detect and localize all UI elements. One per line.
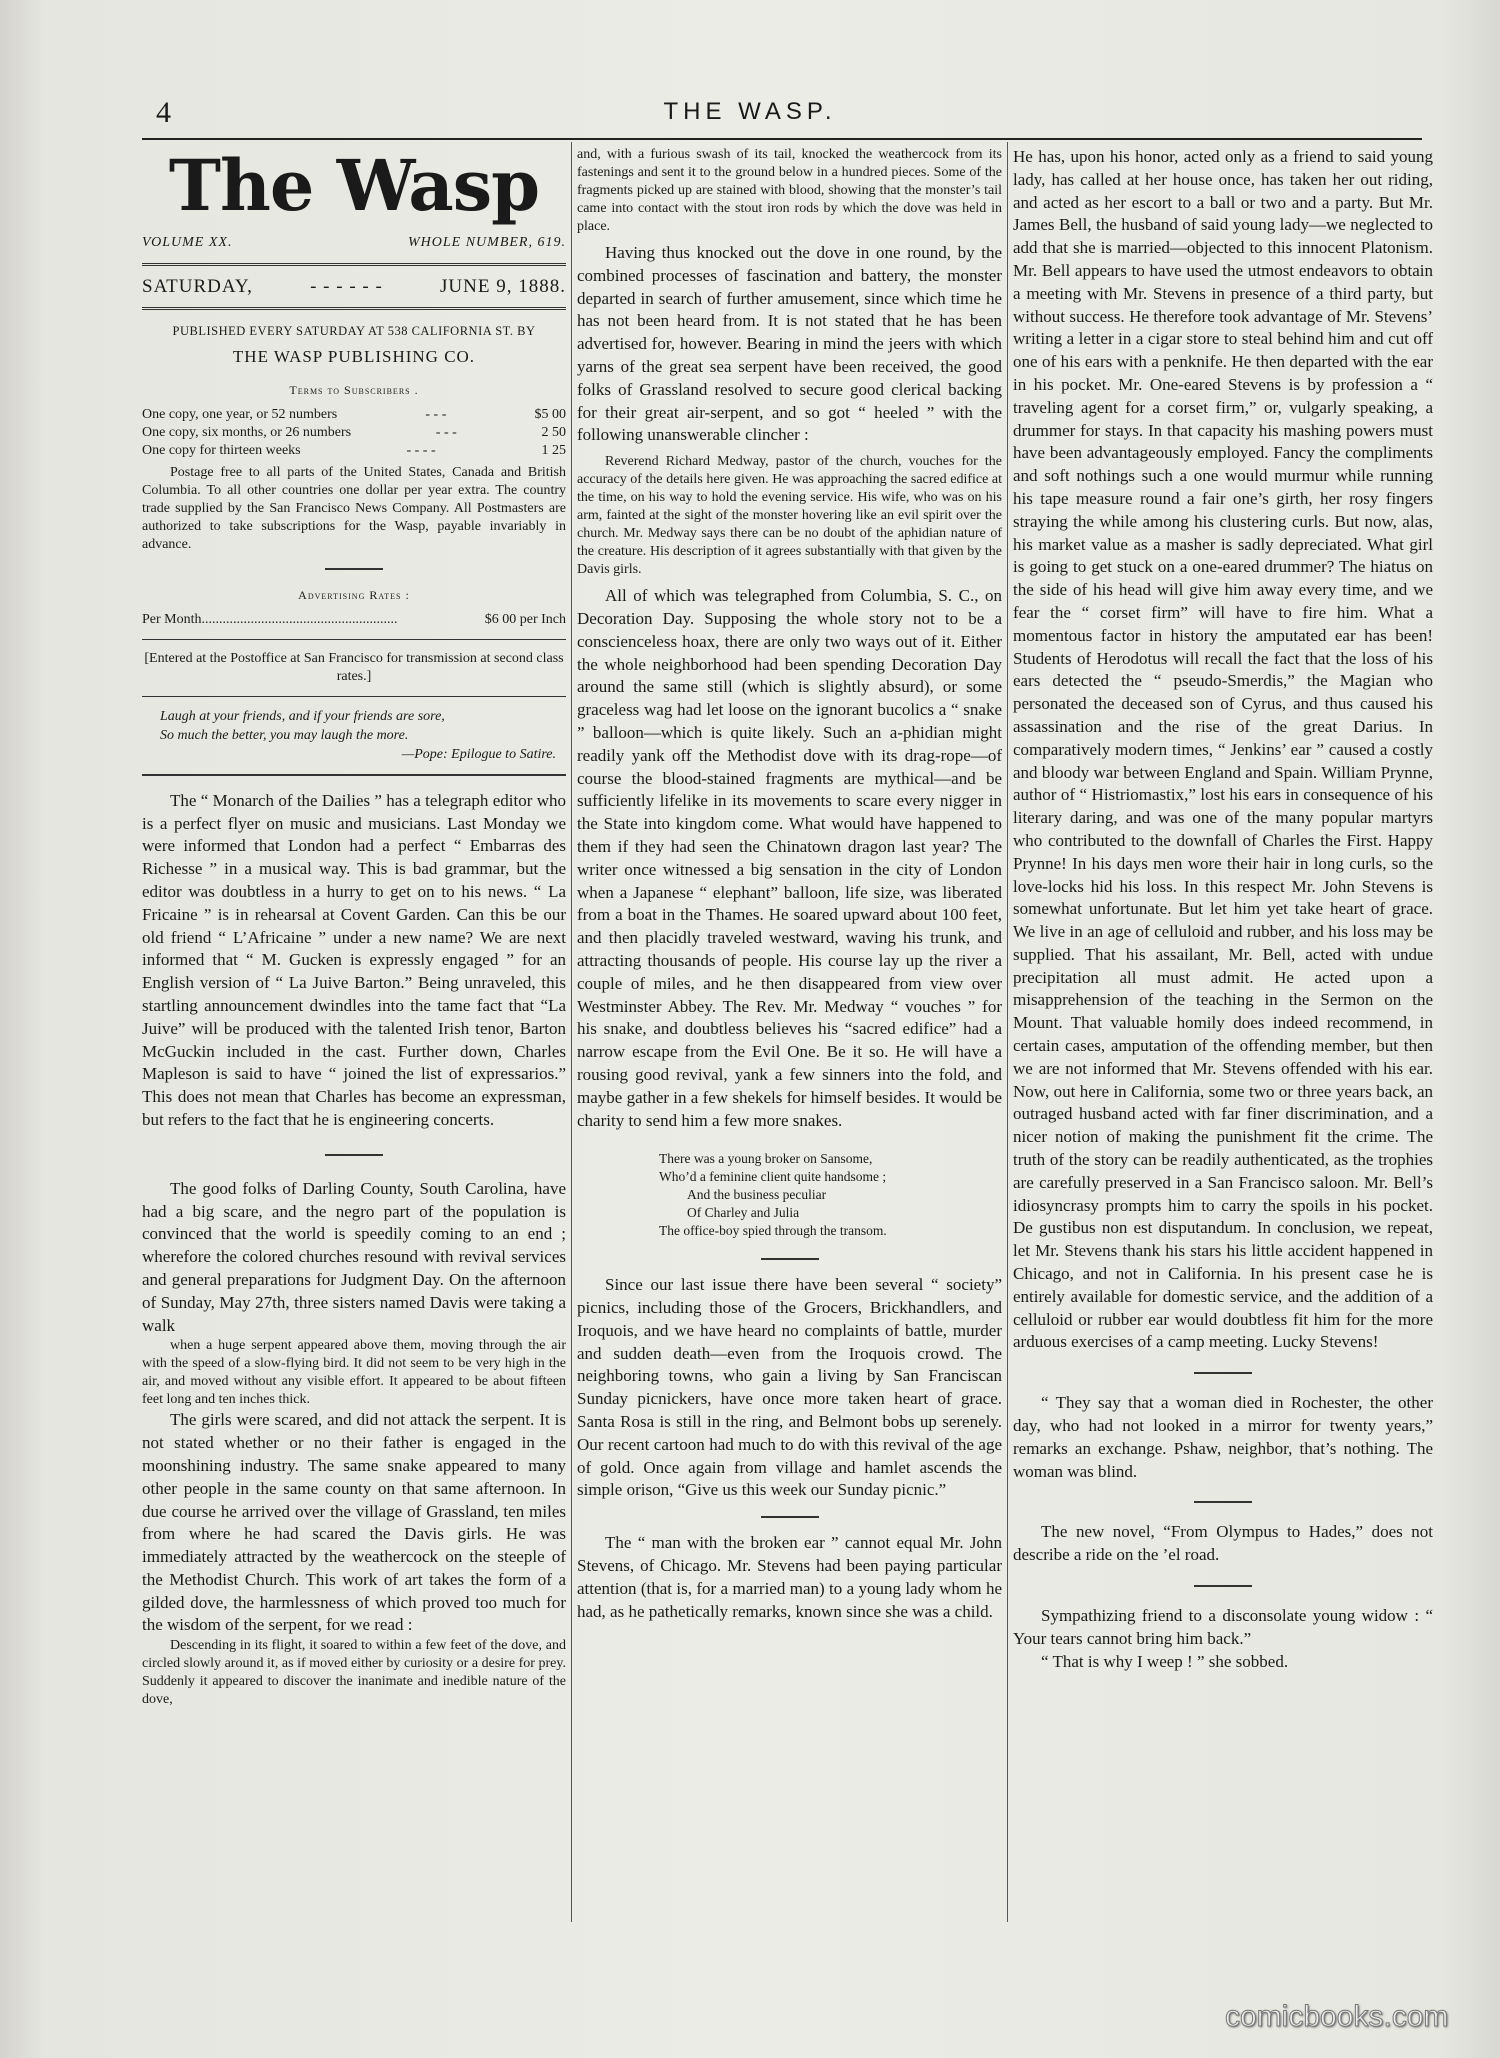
short-rule <box>761 1516 819 1518</box>
column-rule-left <box>571 142 572 1922</box>
issue-day: SATURDAY, <box>142 275 253 297</box>
epigraph <box>142 707 566 764</box>
article-quote: Reverend Richard Medway, pastor of the church, vouches for the accuracy of the details here given. He was approaching the sacred edifice at the time, on his way to hold the evening service. His wife, who was on his arm, fainted at the sight of the monster hovering like an evil spirit over the church. Mr. Medway says there can be no doubt of the aphidian nature of the creature. His description of it agrees substantially with that given by the Davis girls. <box>577 454 1002 578</box>
article-widow-reply: “ That is why I weep ! ” she sobbed. <box>1041 1651 1289 1671</box>
article-paragraph: He has, upon his honor, acted only as a friend to said young lady, has called at her house once, has taken her out riding, and acted as her escort to a ball or two and a party. But Mr. James Bell, the husband of said young lady—we neglected to add that she is married—objected to this innocent Platonism. Mr. Bell appears to have used the utmost endeavors to obtain a meeting with Mr. Stevens in presence of a third party, but without success. He therefore took advantage of Mr. Stevens’ writing a letter in a cigar store to steal behind him and cut off one of his ears with a penknife. He then departed with the ear in his pocket. Mr. One-eared Stevens is by profession a “ traveling agent for a corset firm,” or, vulgarly speaking, a drummer for stays. In that capacity his mashing powers must have been advantageously employed. Fancy the compliments and soft nothings such a one would murmur while running his tape measure round a fair one’s girth, her rosy fingers straying the while among his clustering curls. But now, alas, his market value as a masher is sadly depreciated. What girl is going to get stuck on a one-eared drummer? The hiatus on the side of his head will give him away every time, and we fear the “ corset firm” will have to fire him. What a momentous factor in history the amputated ear has been! Students of Herodotus will recall the fact that the loss of his ears detected the “ pseudo-Smerdis,” the Magian who personated the deceased son of Cyrus, and thus caused his assassination and the rise of the great Darius. In comparatively modern times, “ Jenkins’ ear ” caused a costly and bloody war between England and Spain. William Prynne, author of “ Histriomastix,” lost his ears in consequence of his literary daring, and was one of the many popular martyrs who contributed to the downfall of Charles the First. Happy Prynne! In his days men wore their hair in long curls, so the love-locks hid his loss. In this respect Mr. John Stevens is somewhat unfortunate. But let him yet take heart of grace. We live in an age of celluloid and rubber, and his loss may be supplied. That his assailant, Mr. Bell, acted with undue precipitation all must admit. He acted upon a misapprehension of the teaching in the Sermon on the Mount. That valuable homily does indeed recommend, in certain cases, amputation of the offending member, but then we are not informed that Mr. Stevens offended with his ear. Now, out here in California, some two or three years back, an outraged husband acted with far finer discrimination, and a nicer notion of making the punishment fit the crime. The truth of the story can be readily authenticated, as the trophies are carefully preserved in a San Francisco saloon. Mr. Bell’s idiosyncrasy prompts him to carry the spoils in his pocket. De gustibus non est disputandum. In conclusion, we repeat, let Mr. Stevens thank his stars his little accident happened in Chicago, and not in California. In his present case he is entirely available for domestic service, and the addition of a celluloid or rubber ear would doubtless fit him for the more arduous exercises of a camp meeting. Lucky Stevens! <box>1013 147 1433 1352</box>
issue-date: JUNE 9, 1888. <box>440 275 566 297</box>
running-title: THE WASP. <box>663 98 837 125</box>
short-rule <box>325 1154 383 1156</box>
terms-heading: Terms to Subscribers . <box>289 383 419 398</box>
article-quote: when a huge serpent appeared above them, moving through the air with the speed of a slow-flying bird. It did not seem to be very high in the air, and moved without any visible effort. It appeared to be about fifteen feet long and ten inches thick. <box>142 1338 566 1408</box>
rule <box>142 774 566 776</box>
column-1 <box>142 146 566 1709</box>
article-quote: and, with a furious swash of its tail, knocked the weathercock from its fastenings and sent it to the ground below in a hundred pieces. Some of the fragments picked up are stained with blood, showing that the monster’s tail came into contact with the stout iron rods by which the dove was held in place. <box>577 147 1002 234</box>
postage-note: Postage free to all parts of the United States, Canada and British Columbia. To all other countries one dollar per year extra. The country trade supplied by the San Francisco News Company. All Postmasters are authorized to take subscriptions for the Wasp, payable invariably in advance. <box>142 464 566 552</box>
rule <box>142 696 566 697</box>
rate-dots: - - - <box>435 424 457 440</box>
rate-price: 2 50 <box>541 424 566 440</box>
short-rule <box>1194 1501 1252 1503</box>
verse-line: The office-boy spied through the transom. <box>659 1223 887 1239</box>
column-3 <box>1013 146 1433 1673</box>
rate-row <box>142 424 566 442</box>
dateline-dashes: - - - - - - <box>310 275 383 297</box>
publisher-name: THE WASP PUBLISHING CO. <box>232 347 476 367</box>
published-line: PUBLISHED EVERY SATURDAY AT 538 CALIFORNIA ST. BY <box>172 323 536 338</box>
article-rochester: “ They say that a woman died in Rochester, the other day, who had not looked in a mirror for twenty years,” remarks an exchange. Pshaw, neighbor, that’s nothing. The woman was blind. <box>1013 1393 1433 1481</box>
dateline <box>142 276 566 299</box>
volume-line <box>142 232 566 255</box>
short-rule <box>1194 1585 1252 1587</box>
verse-line: And the business peculiar <box>687 1187 827 1203</box>
column-rule-right <box>1007 142 1008 1922</box>
rule <box>142 639 566 640</box>
running-header <box>0 96 1500 129</box>
verse-line: Of Charley and Julia <box>687 1205 800 1221</box>
verse-line: There was a young broker on Sansome, <box>659 1151 873 1167</box>
entered-note: [Entered at the Postoffice at San Francisco for transmission at second class rates.] <box>144 650 564 684</box>
article-monarch-dailies: The “ Monarch of the Dailies ” has a telegraph editor who is a perfect flyer on music and musicians. Last Monday we were informed that London had a perfect “ Embarras des Richesse ” in a musical way. This is bad grammar, but the editor was doubtless in a hurry to get on to his news. “ La Fricaine ” is in rehearsal at Covent Garden. Can this be our old friend “ L’Africaine ” under a new name? We are next informed that “ M. Gucken is expressly engaged ” for an English version of “ La Juive Barton.” Being unraveled, this startling announcement dwindles into the tame fact that “La Juive” will be produced with the talented Irish tenor, Barton McGuckin included in the cast. Further down, Charles Mapleson is said to have “ joined the list of expressarios.” This does not mean that Charles has become an expressman, but refers to the fact that he is engineering concerts. <box>142 790 566 1129</box>
article-paragraph: The girls were scared, and did not attack the serpent. It is not stated whether or no their father is engaged in the moonshining industry. The same snake appeared to many other people in the same county on that same afternoon. In due course he arrived over the village of Grassland, ten miles from where he had scared the Davis girls. He was immediately attracted by the weathercock on the steeple of the Methodist Church. This work of art takes the form of a gilded dove, the harmlessness of which proved too much for the wisdom of the serpent, for we read : <box>142 1410 566 1635</box>
epigraph-attribution: —Pope: Epilogue to Satire. <box>401 746 556 762</box>
short-rule <box>761 1258 819 1260</box>
rate-row <box>142 406 566 424</box>
limerick <box>659 1150 1002 1240</box>
short-rule <box>325 568 383 570</box>
article-widow: Sympathizing friend to a disconsolate young widow : “ Your tears cannot bring him back.” <box>1013 1606 1433 1648</box>
article-broken-ear: The “ man with the broken ear ” cannot equal Mr. John Stevens, of Chicago. Mr. Stevens had been paying particular attention (that is, for a married man) to a young lady whom he had, as he pathetically remarks, known since she was a child. <box>577 1533 1002 1621</box>
epigraph-line: So much the better, you may laugh the more. <box>160 727 409 743</box>
rate-dots: - - - <box>425 406 447 422</box>
volume: VOLUME XX. <box>142 235 233 250</box>
verse-line: Who’d a feminine client quite handsome ; <box>659 1169 887 1185</box>
article-paragraph: All of which was telegraphed from Columbia, S. C., on Decoration Day. Supposing the whole story not to be a conscienceless hoax, there are only two ways out of it. Either the whole neighborhood had been spending Decoration Day around the same still (which is slightly absurd), or some graceless wag had let loose on the ignorant bucolics a “ snake ” balloon—which is quite likely. Such an a-phidian might readily yank off the Methodist dove with its drag-rope—of course the blood-stained fragments are mythical—and be sufficiently lifelike in its movements to scare every nigger in the State into kingdom come. What would have happened to them if they had seen the Chinatown dragon last year? The writer once witnessed a big sensation in the city of London when a Japanese “ elephant” balloon, life size, was liberated from a boat in the Thames. He soared upward about 100 feet, and then placidly traveled westward, waving his trunk, and attracting thousands of people. His course lay up the river a couple of miles, and he then disappeared from view over Westminster Abbey. The Rev. Mr. Medway “ vouches ” for his snake, and doubtless believes his “sacred edifice” had a narrow escape from the Evil One. Be it so. He will have a rousing good revival, yank a few sinners into the fold, and maybe gather in a few shekels for himself besides. It would be charity to send him a few more snakes. <box>577 586 1002 1130</box>
whole-number: WHOLE NUMBER, 619. <box>408 235 566 250</box>
rate-row <box>142 442 566 460</box>
rate-label: One copy for thirteen weeks <box>142 442 301 458</box>
double-rule <box>142 263 566 266</box>
per-month-price: $6 00 per Inch <box>484 611 566 627</box>
per-month-label: Per Month........................................................ <box>142 611 398 627</box>
article-darling-county: The good folks of Darling County, South Carolina, have had a big scare, and the negro part of the population is convinced that the world is speedily coming to an end ; wherefore the colored churches resound with revival services and general preparations for Judgment Day. On the afternoon of Sunday, May 27th, three sisters named Davis were taking a walk <box>142 1178 566 1335</box>
article-quote: Descending in its flight, it soared to within a few feet of the dove, and circled slowly around it, as if moved either by curiosity or a desire for prey. Suddenly it appeared to discover the inanimate and inedible nature of the dove, <box>142 1638 566 1708</box>
article-picnics: Since our last issue there have been several “ society” picnics, including those of the Grocers, Brickhandlers, and Iroquois, and we have heard no complaints of battle, murder and sudden death—even from the Iroquois crowd. The neighboring towns, who gain a living by San Franciscan Sunday picnickers, have once more taken heart of grace. Santa Rosa is still in the ring, and Belmont bobs up serenely. Our recent cartoon had much to do with this revival of the age of gold. Once again from village and hamlet ascends the simple orison, “Give us this week our Sunday picnic.” <box>577 1275 1002 1500</box>
site-watermark: comicbooks.com <box>1225 2000 1449 2033</box>
rate-price: $5 00 <box>534 406 566 422</box>
rate-dots: - - - - <box>406 442 436 458</box>
epigraph-line: Laugh at your friends, and if your friends are sore, <box>160 708 445 724</box>
advertising-heading: Advertising Rates : <box>298 587 410 602</box>
column-2 <box>577 146 1002 1623</box>
article-paragraph: Having thus knocked out the dove in one round, by the combined processes of fascination and battery, the monster departed in search of further amusement, since which time he has not been heard from. It is not stated that he has been advertised for, however. Bearing in mind the jeers with which yarns of the great sea serpent have been received, the good folks of Grassland resolved to secure good clerical backing for their great air-serpent, and so got “ heeled ” with the following unanswerable clincher : <box>577 243 1002 445</box>
article-novel: The new novel, “From Olympus to Hades,” does not describe a ride on the ’el road. <box>1013 1522 1433 1565</box>
double-rule <box>142 307 566 310</box>
masthead-title: The Wasp <box>168 144 540 227</box>
header-rule <box>142 138 1422 140</box>
rate-label: One copy, one year, or 52 numbers <box>142 406 338 422</box>
page-number: 4 <box>156 96 171 129</box>
rate-label: One copy, six months, or 26 numbers <box>142 424 352 440</box>
advertising-rate <box>142 611 566 629</box>
rate-price: 1 25 <box>541 442 566 458</box>
short-rule <box>1194 1372 1252 1374</box>
